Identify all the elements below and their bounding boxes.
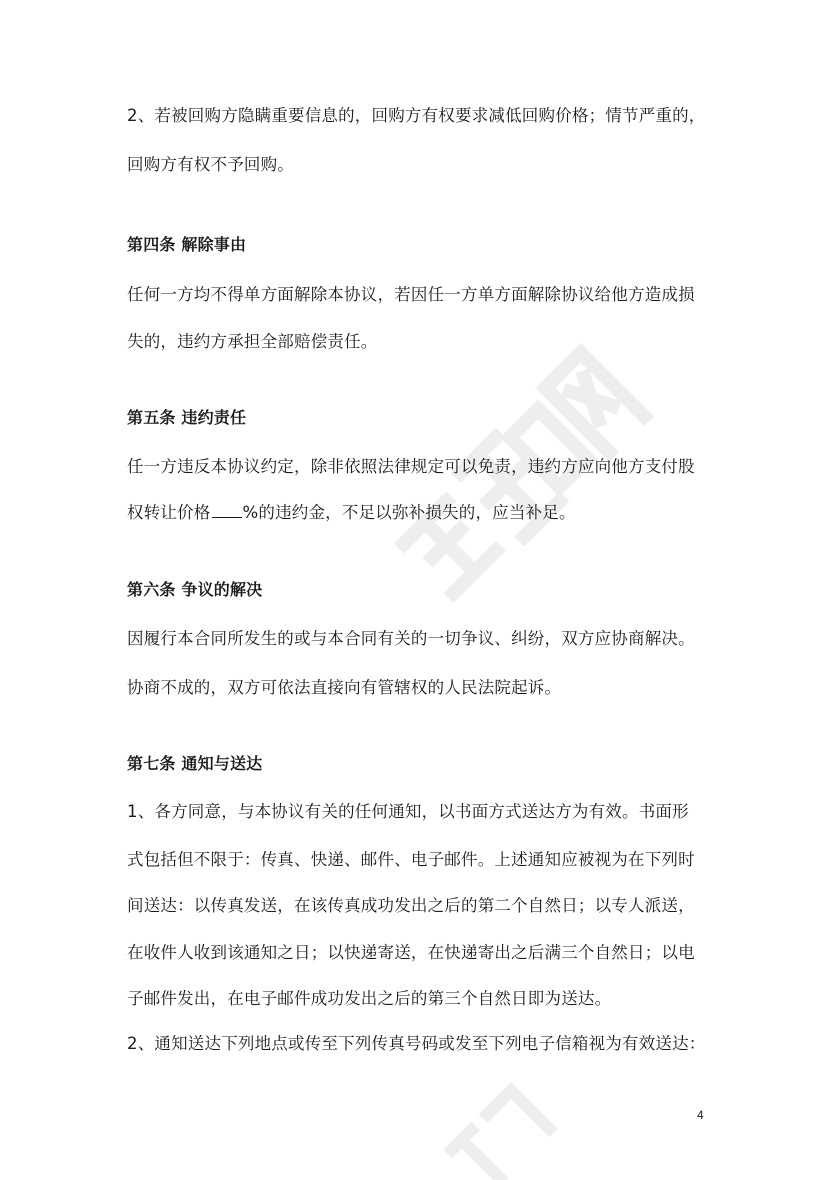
text-segment: %的违约金，不足以弥补损失的，应当补足。	[242, 503, 576, 522]
paragraph-line: 间送达：以传真发送，在该传真成功发出之后的第二个自然日；以专人派送，	[127, 896, 695, 915]
paragraph-line: 任何一方均不得单方面解除本协议，若因任一方单方面解除协议给他方造成损	[127, 285, 695, 304]
paragraph-line: 回购方有权不予回购。	[127, 155, 294, 174]
watermark-fragment	[390, 1080, 590, 1180]
paragraph-line: 子邮件发出，在电子邮件成功发出之后的第三个自然日即为送达。	[127, 989, 612, 1008]
paragraph-line: 协商不成的，双方可依法直接向有管辖权的人民法院起诉。	[127, 678, 562, 697]
text-segment: 权转让价格	[127, 503, 211, 522]
paragraph-line-with-blank	[127, 501, 576, 525]
paragraph-line: 失的，违约方承担全部赔偿责任。	[127, 332, 378, 351]
paragraph-line: 2、通知送达下列地点或传至下列传真号码或发至下列电子信箱视为有效送达：	[127, 1034, 706, 1053]
section-heading-7: 第七条 通知与送达	[127, 754, 263, 773]
paragraph-line: 任一方违反本协议约定，除非依照法律规定可以免责，违约方应向他方支付股	[127, 457, 695, 476]
watermark	[330, 300, 690, 660]
paragraph-line: 1、各方同意，与本协议有关的任何通知，以书面方式送达方为有效。书面形	[127, 802, 689, 821]
paragraph-line: 在收件人收到该通知之日；以快递寄送，在快递寄出之后满三个自然日；以电	[127, 943, 695, 962]
section-heading-5: 第五条 违约责任	[127, 408, 247, 427]
paragraph-line: 因履行本合同所发生的或与本合同有关的一切争议、纠纷，双方应协商解决。	[127, 629, 695, 648]
page-number: 4	[697, 1108, 704, 1122]
section-heading-6: 第六条 争议的解决	[127, 580, 263, 599]
paragraph-line: 式包括但不限于：传真、快递、邮件、电子邮件。上述通知应被视为在下列时	[127, 850, 695, 869]
paragraph-line: 2、若被回购方隐瞒重要信息的，回购方有权要求减低回购价格；情节严重的，	[127, 106, 706, 125]
section-heading-4: 第四条 解除事由	[127, 235, 247, 254]
fill-in-blank[interactable]	[212, 501, 242, 518]
